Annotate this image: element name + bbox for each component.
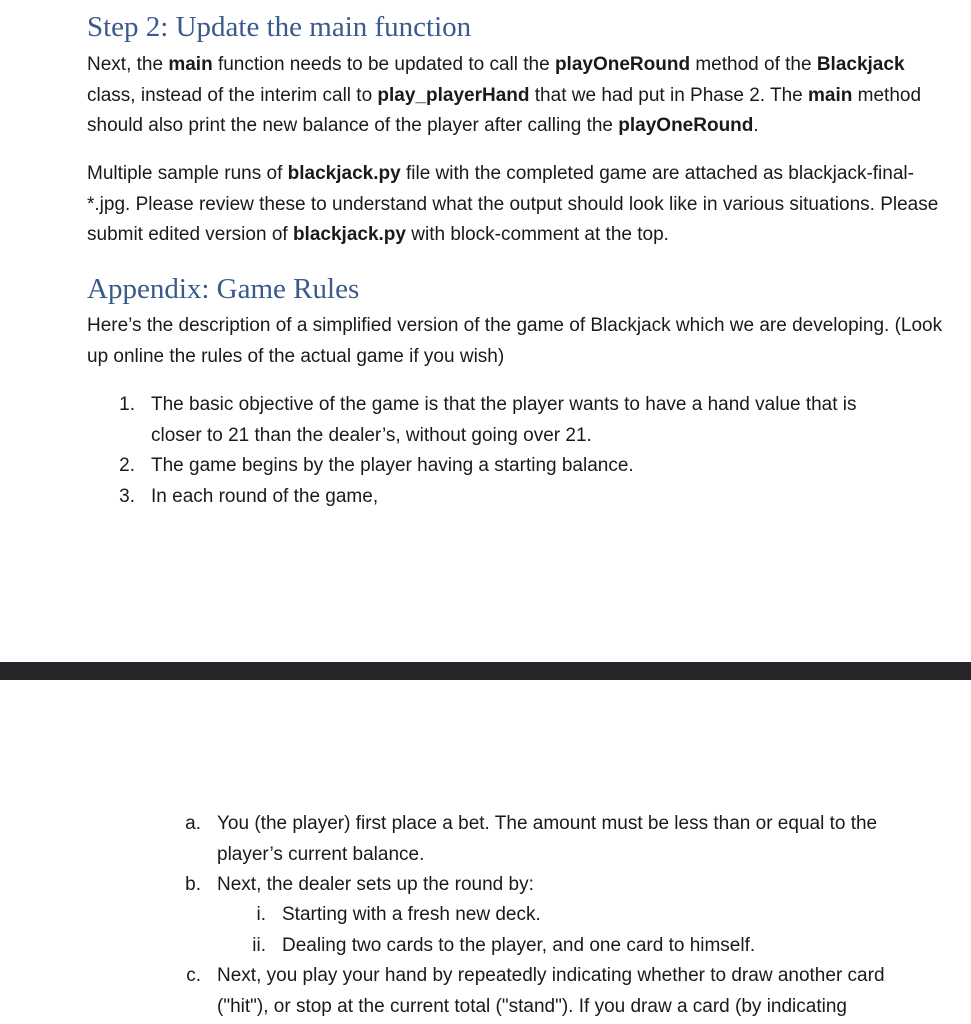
bold-term: main [808,84,853,106]
page-break-divider [0,662,971,680]
list-marker: b. [185,874,201,895]
text-run: . [753,115,759,136]
text-run: method of the [690,54,817,75]
list-item-text: You (the player) first place a bet. The amount must be less than or equal to the player’s current balance. [217,813,878,865]
text-run: with block-comment at the top. [405,224,669,245]
round-steps-list-continued [186,961,937,1022]
round-steps-list [185,809,937,901]
section-heading-step2: Step 2: Update the main function [87,11,472,43]
bold-term: blackjack.py [292,224,406,245]
paragraph-main-function [87,50,947,142]
list-item-text: Next, you play your hand by repeatedly indicating whether to draw another card ("hit"), or stop at the current total ("stand"). If you draw a card (by indicating [217,965,885,1017]
list-item-text: Starting with a fresh new deck. [282,904,541,925]
list-marker: a. [185,813,201,834]
game-rules-list [119,390,911,512]
dealer-setup-list [252,900,942,961]
list-marker: i. [256,904,266,925]
list-item-text: The basic objective of the game is that the player wants to have a hand value that is closer to 21 than the dealer’s, without going over 21. [151,394,857,446]
bold-term: blackjack.py [287,163,401,184]
list-item [256,900,942,931]
list-item-text: In each round of the game, [151,485,379,507]
list-item-text: Dealing two cards to the player, and one card to himself. [282,934,756,956]
text-run: Next, the [87,54,169,75]
bold-term: Blackjack [816,54,905,75]
list-marker: 2. [119,455,135,476]
list-item [185,870,937,901]
bold-term: main [168,54,213,75]
list-item [185,809,937,870]
text-run: that we had put in Phase 2. The [529,84,809,106]
list-marker: c. [186,965,201,986]
paragraph-sample-runs [87,159,947,251]
text-run: Multiple sample runs of [87,163,288,184]
list-item [186,961,937,1022]
list-item-text: The game begins by the player having a starting balance. [151,455,634,476]
text-run: file with the completed game are attached as blackjack-final-*.jpg. Please review these to understand what the output should look like in various situations. Please submit edited version of [87,163,939,245]
text-run: class, instead of the interim call to [87,84,378,106]
text-run: method should also print the new balance of the player after calling the [87,84,922,136]
list-item [119,482,911,513]
list-marker: 3. [119,485,135,507]
list-item-text: Next, the dealer sets up the round by: [217,874,534,895]
list-marker: 1. [119,394,135,415]
list-item [119,451,911,482]
paragraph-appendix-intro: Here’s the description of a simplified version of the game of Blackjack which we are developing. (Look up online the rules of the actual game if you wish) [87,315,943,367]
bold-term: play_playerHand [377,84,530,106]
section-heading-appendix: Appendix: Game Rules [87,273,360,305]
text-run: function needs to be updated to call the [212,54,555,75]
bold-term: playOneRound [618,115,754,136]
bold-term: playOneRound [554,54,691,75]
list-marker: ii. [252,934,266,956]
list-item [252,931,942,962]
list-item [119,390,911,451]
